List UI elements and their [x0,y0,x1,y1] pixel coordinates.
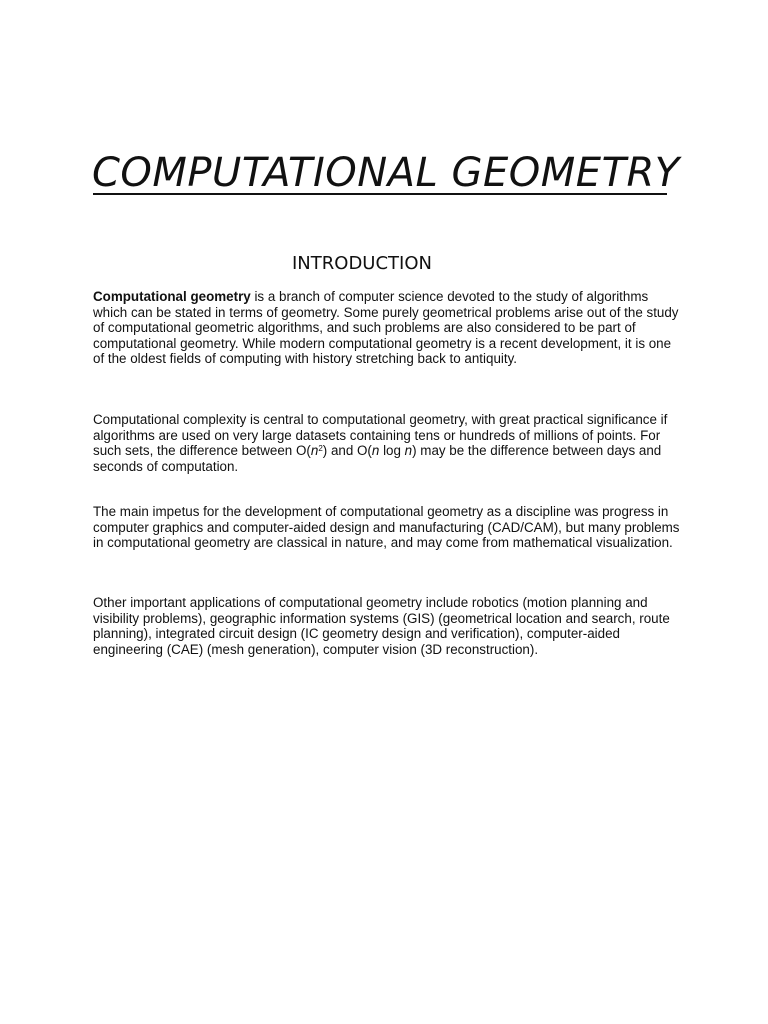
paragraph-definition [93,289,681,367]
paragraph-text: log [379,443,405,458]
title-underline [93,193,667,195]
paragraph-text: ) may be the difference between days and seconds of computation. [93,443,662,474]
paragraph-text: ) and O( [322,443,372,458]
paragraph-text: Computational complexity is central to computational geometry, with great practical significance if algorithms are used on very large datasets containing tens or hundreds of millions of points. For such sets, the difference between O( [93,412,668,458]
paragraph-text: is a branch of computer science devoted to the study of algorithms which can be stated in terms of geometry. Some purely geometrical problems arise out of the study of computational geometric algorithms, and such problems are also considered to be part of computational geometry. While modern computational geometry is a recent development, it is one of the oldest fields of computing with history stretching back to antiquity. [93,289,679,366]
math-exponent: 2 [318,444,323,453]
math-variable-n: n [404,443,413,458]
paragraph-impetus: The main impetus for the development of computational geometry as a discipline was progress in computer graphics and computer-aided design and manufacturing (CAD/CAM), but many problems in computational geometry are classical in nature, and may come from mathematical visualization. [93,504,680,550]
defined-term: Computational geometry [93,289,251,304]
document-title: COMPUTATIONAL GEOMETRY [92,150,680,196]
section-heading-introduction: INTRODUCTION [292,253,432,274]
paragraph-applications: Other important applications of computational geometry include robotics (motion planning and visibility problems), geographic information systems (GIS) (geometrical location and search, route planning), integrated circuit design (IC geometry design and verification), computer-aided engineering (CAE) (mesh generation), computer vision (3D reconstruction). [93,595,670,657]
math-variable-n: n [371,443,380,458]
paragraph-complexity [93,412,681,474]
math-variable-n: n [310,443,319,458]
